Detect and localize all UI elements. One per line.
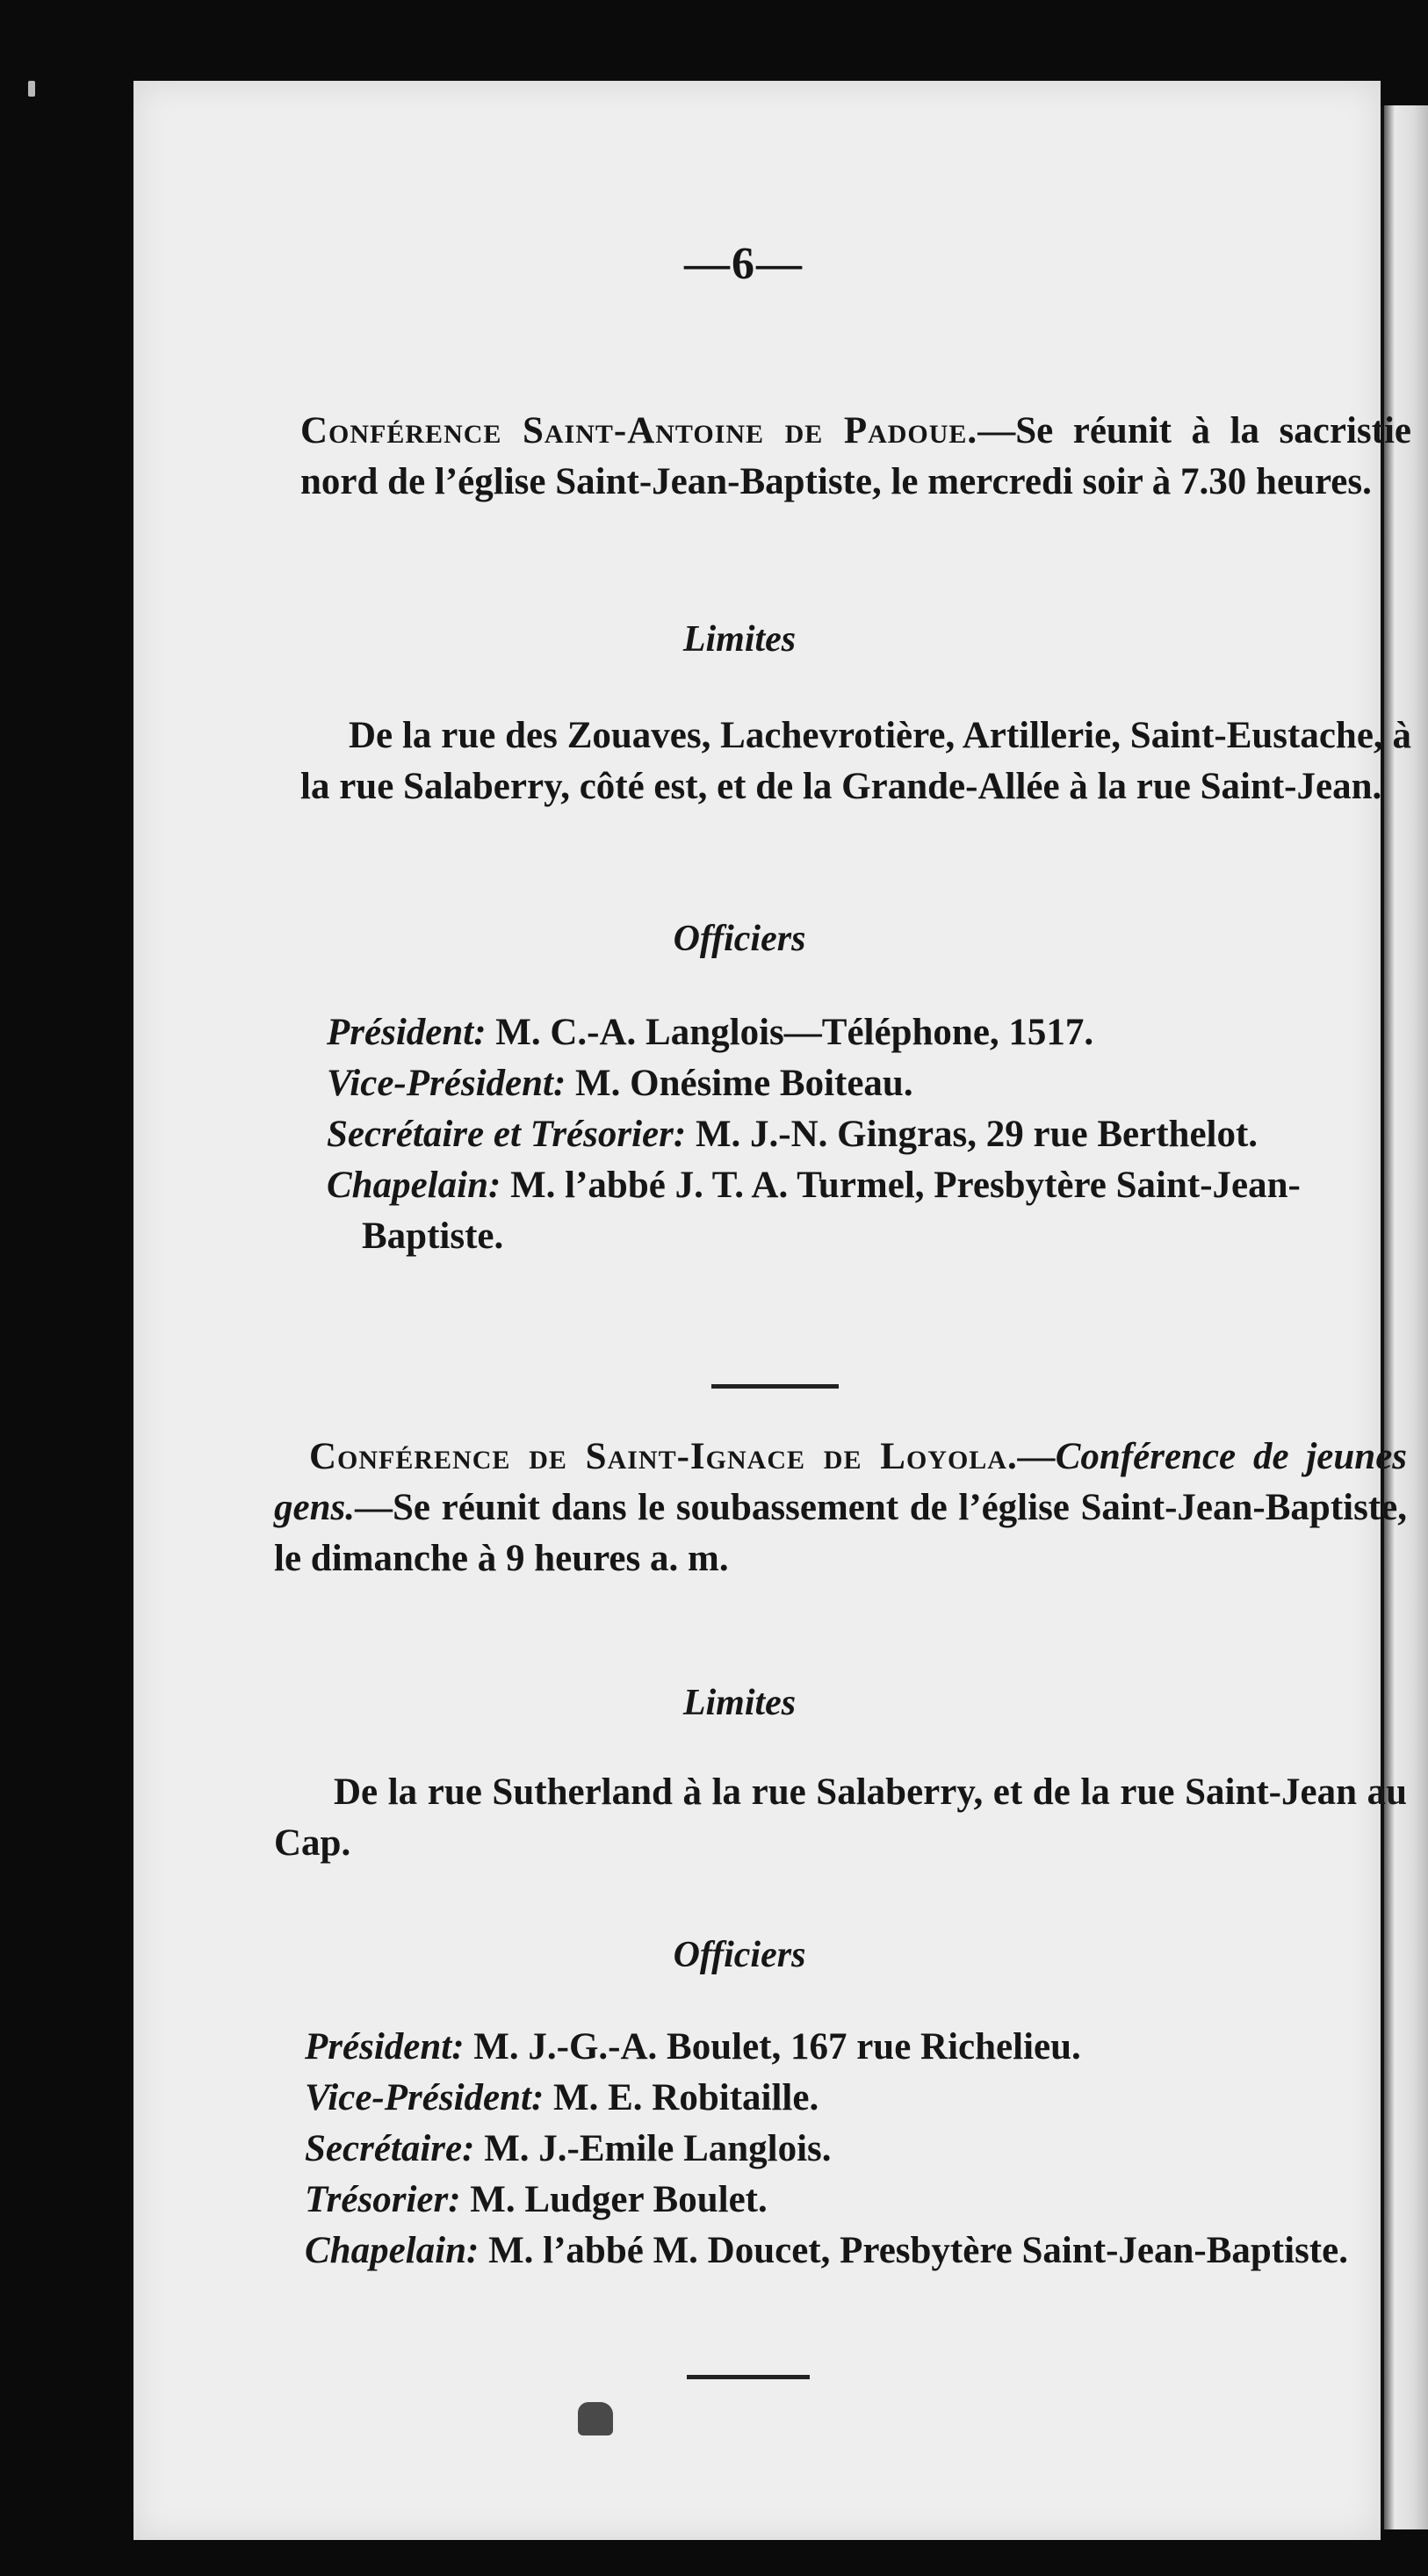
document-page xyxy=(133,81,1411,2540)
officer-role: Chapelain: xyxy=(305,2230,480,2271)
officer-chaplain-1 xyxy=(327,1160,1407,1262)
section-divider-1 xyxy=(711,1384,839,1389)
officer-secretary-2 xyxy=(305,2124,1407,2175)
officer-treasurer-2 xyxy=(305,2175,1407,2226)
officer-role: Vice-Président: xyxy=(305,2077,545,2118)
page-number: —6— xyxy=(684,239,804,289)
officer-name: M. E. Robitaille. xyxy=(553,2077,819,2118)
conference-2-limits-text: De la rue Sutherland à la rue Salaberry, et de la rue Saint-Jean au Cap. xyxy=(274,1771,1407,1864)
officer-name: M. l’abbé M. Doucet, Presbytère Saint-Jean-Baptiste. xyxy=(488,2230,1348,2271)
officer-role: Secrétaire et Trésorier: xyxy=(327,1114,687,1155)
officer-name: M. J.-N. Gingras, 29 rue Berthelot. xyxy=(695,1114,1259,1155)
officer-name: M. C.-A. Langlois—Téléphone, 1517. xyxy=(495,1012,1094,1053)
conference-2-intro xyxy=(274,1432,1407,1584)
officer-name: M. Ludger Boulet. xyxy=(470,2179,768,2220)
officer-secretary-treasurer-1 xyxy=(327,1109,1407,1160)
officer-role: Président: xyxy=(305,2026,465,2067)
conference-1-heading: Conférence Saint-Antoine de Padoue. xyxy=(300,410,978,451)
conference-1-intro xyxy=(300,406,1411,508)
conference-2-intro-text: —Se réunit dans le soubassement de l’église Saint-Jean-Baptiste, le dimanche à 9 heures a. m. xyxy=(274,1487,1407,1579)
conference-2-limits-title: Limites xyxy=(682,1683,797,1723)
conference-1-officers-list xyxy=(327,1007,1407,1262)
conference-2-heading: Conférence de Saint-Ignace de Loyola. xyxy=(309,1436,1018,1477)
officer-vice-president-1 xyxy=(327,1058,1407,1109)
officer-name: M. l’abbé J. T. A. Turmel, Presbytère Saint-Jean-Baptiste. xyxy=(362,1165,1301,1257)
officer-role: Trésorier: xyxy=(305,2179,461,2220)
officer-role: Chapelain: xyxy=(327,1165,501,1206)
section-divider-2 xyxy=(687,2375,810,2379)
officer-chaplain-2 xyxy=(305,2226,1407,2277)
conference-1-limits-text: De la rue des Zouaves, Lachevrotière, Artillerie, Saint-Eustache, à la rue Salaberry, côté est, et de la Grande-Allée à la rue Saint-Jean. xyxy=(300,715,1411,807)
conference-2-officers-title: Officiers xyxy=(673,1935,806,1975)
conference-2-officers-list xyxy=(305,2022,1407,2277)
officer-name: M. J.-Emile Langlois. xyxy=(484,2128,832,2169)
scan-speck xyxy=(28,81,35,97)
ink-blot-mark xyxy=(578,2402,613,2435)
officer-role: Secrétaire: xyxy=(305,2128,475,2169)
officer-president-2 xyxy=(305,2022,1407,2073)
officer-vice-president-2 xyxy=(305,2073,1407,2124)
officer-president-1 xyxy=(327,1007,1407,1058)
conference-1-intro-text: —Se réunit à la sacristie nord de l’église Saint-Jean-Baptiste, le mercredi soir à 7.30 heures. xyxy=(300,410,1411,502)
conference-2-subtitle: —Conférence de jeunes gens. xyxy=(274,1436,1408,1528)
officer-role: Président: xyxy=(327,1012,487,1053)
conference-1-limits-title: Limites xyxy=(682,619,797,660)
conference-1-officers-title: Officiers xyxy=(673,919,806,959)
officer-name: M. J.-G.-A. Boulet, 167 rue Richelieu. xyxy=(473,2026,1081,2067)
officer-name: M. Onésime Boiteau. xyxy=(575,1063,913,1104)
officer-role: Vice-Président: xyxy=(327,1063,566,1104)
